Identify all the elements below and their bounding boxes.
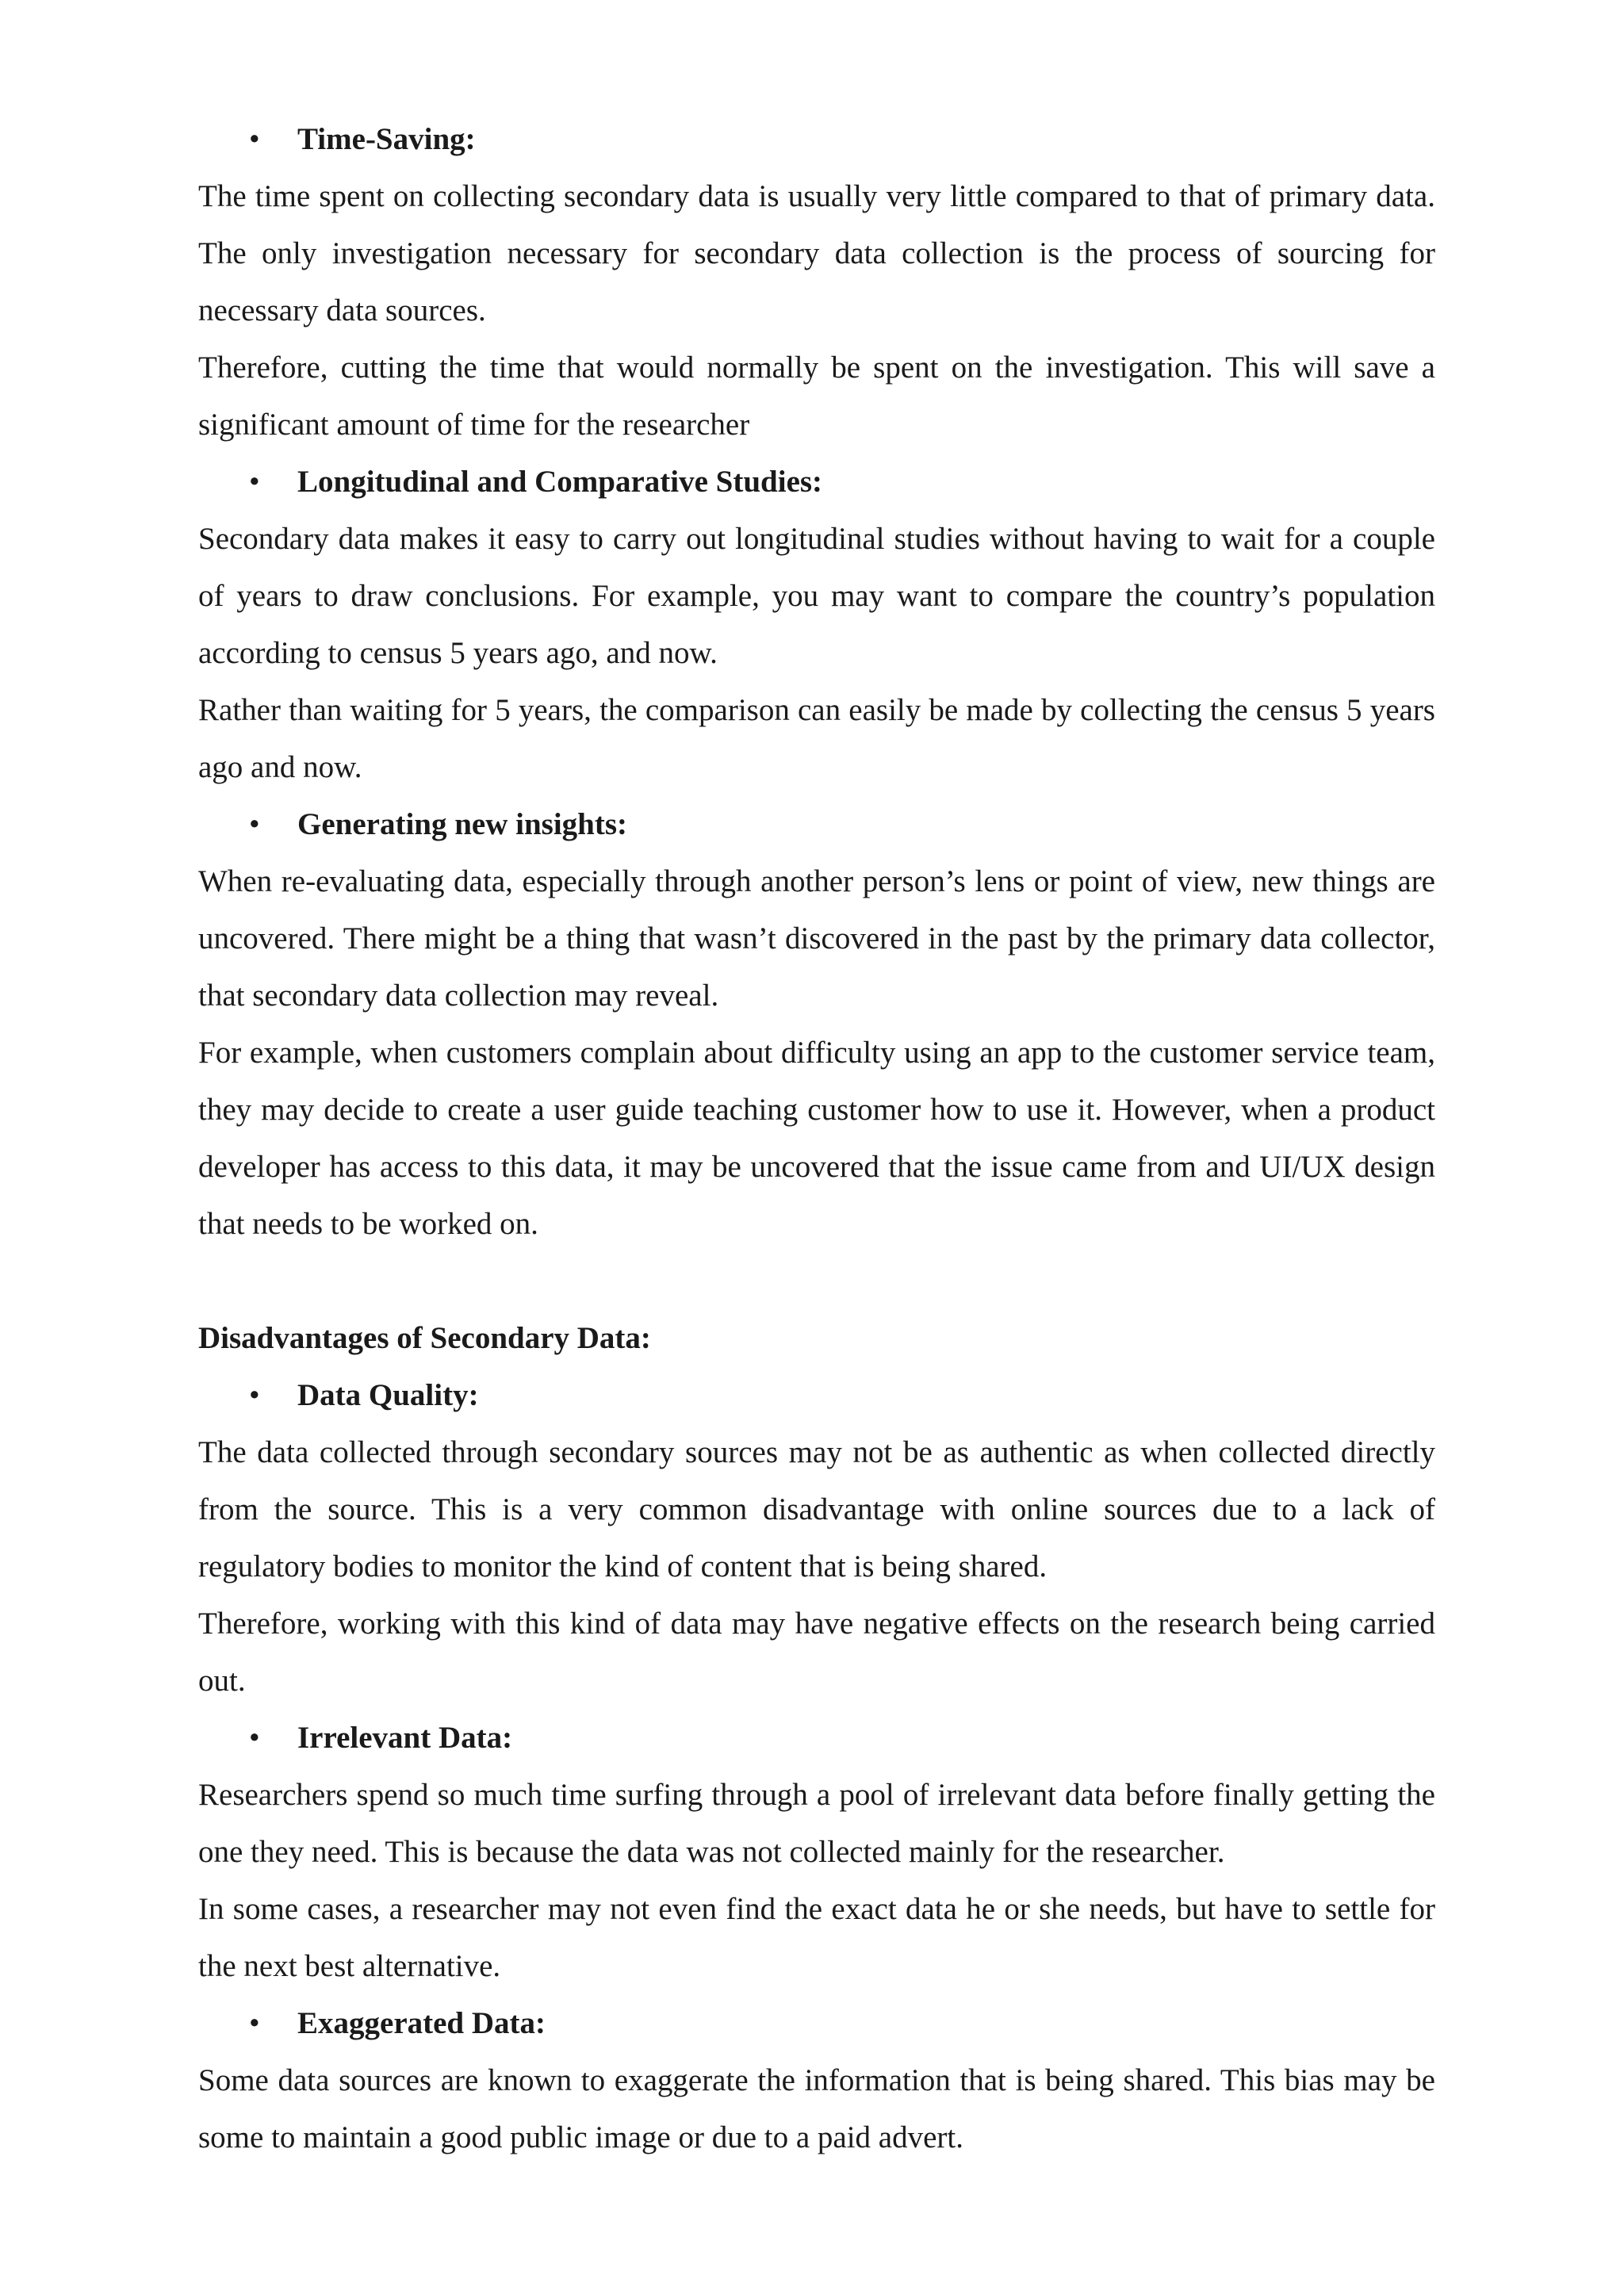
paragraph: Therefore, working with this kind of data may have negative effects on the research being carried out. — [198, 1607, 1435, 1698]
paragraph: For example, when customers complain about difficulty using an app to the customer service team, they may decide to create a user guide teaching customer how to use it. However, when a product developer has access to this data, it may be uncovered that the issue came from and UI/UX design that needs to be worked on. — [198, 1036, 1435, 1241]
bullet-icon: • — [249, 1378, 260, 1412]
paragraph: Secondary data makes it easy to carry out longitudinal studies without having to wait for a couple of years to draw conclusions. For example, you may want to compare the country’s population according to census 5 years ago, and now. — [198, 522, 1435, 670]
document-page — [198, 111, 1435, 2166]
bullet-heading-irrelevant-data — [198, 1710, 1435, 1767]
paragraph: Researchers spend so much time surfing through a pool of irrelevant data before finally getting the one they need. This is because the data was not collected mainly for the researcher. — [198, 1778, 1435, 1869]
bullet-heading-longitudinal — [198, 454, 1435, 511]
heading-text: Longitudinal and Comparative Studies: — [297, 465, 823, 499]
bullet-icon: • — [249, 807, 260, 841]
bullet-heading-data-quality — [198, 1367, 1435, 1424]
bullet-icon: • — [249, 1721, 260, 1755]
paragraph: Rather than waiting for 5 years, the comparison can easily be made by collecting the census 5 years ago and now. — [198, 693, 1435, 784]
paragraph: In some cases, a researcher may not even find the exact data he or she needs, but have to settle for the next best alternative. — [198, 1892, 1435, 1983]
paragraph: The time spent on collecting secondary data is usually very little compared to that of primary data. The only investigation necessary for secondary data collection is the process of sourcing for necessary data sources. — [198, 179, 1435, 327]
paragraph: When re-evaluating data, especially through another person’s lens or point of view, new things are uncovered. There might be a thing that wasn’t discovered in the past by the primary data collector, that secondary data collection may reveal. — [198, 864, 1435, 1013]
heading-text: Generating new insights: — [297, 807, 628, 841]
paragraph: The data collected through secondary sources may not be as authentic as when collected directly from the source. This is a very common disadvantage with online sources due to a lack of regulatory bodies to monitor the kind of content that is being shared. — [198, 1435, 1435, 1584]
bullet-heading-time-saving — [198, 111, 1435, 168]
heading-text: Data Quality: — [297, 1378, 479, 1412]
heading-text: Exaggerated Data: — [297, 2006, 546, 2040]
bullet-icon: • — [249, 122, 260, 156]
paragraph: Therefore, cutting the time that would normally be spent on the investigation. This will save a significant amount of time for the researcher — [198, 350, 1435, 442]
bullet-icon: • — [249, 2006, 260, 2040]
heading-text: Irrelevant Data: — [297, 1721, 513, 1755]
section-heading-disadvantages: Disadvantages of Secondary Data: — [198, 1321, 651, 1355]
paragraph: Some data sources are known to exaggerate the information that is being shared. This bias may be some to maintain a good public image or due to a paid advert. — [198, 2063, 1435, 2154]
bullet-icon: • — [249, 465, 260, 499]
bullet-heading-exaggerated-data — [198, 1995, 1435, 2052]
bullet-heading-new-insights — [198, 796, 1435, 853]
heading-text: Time-Saving: — [297, 122, 476, 156]
